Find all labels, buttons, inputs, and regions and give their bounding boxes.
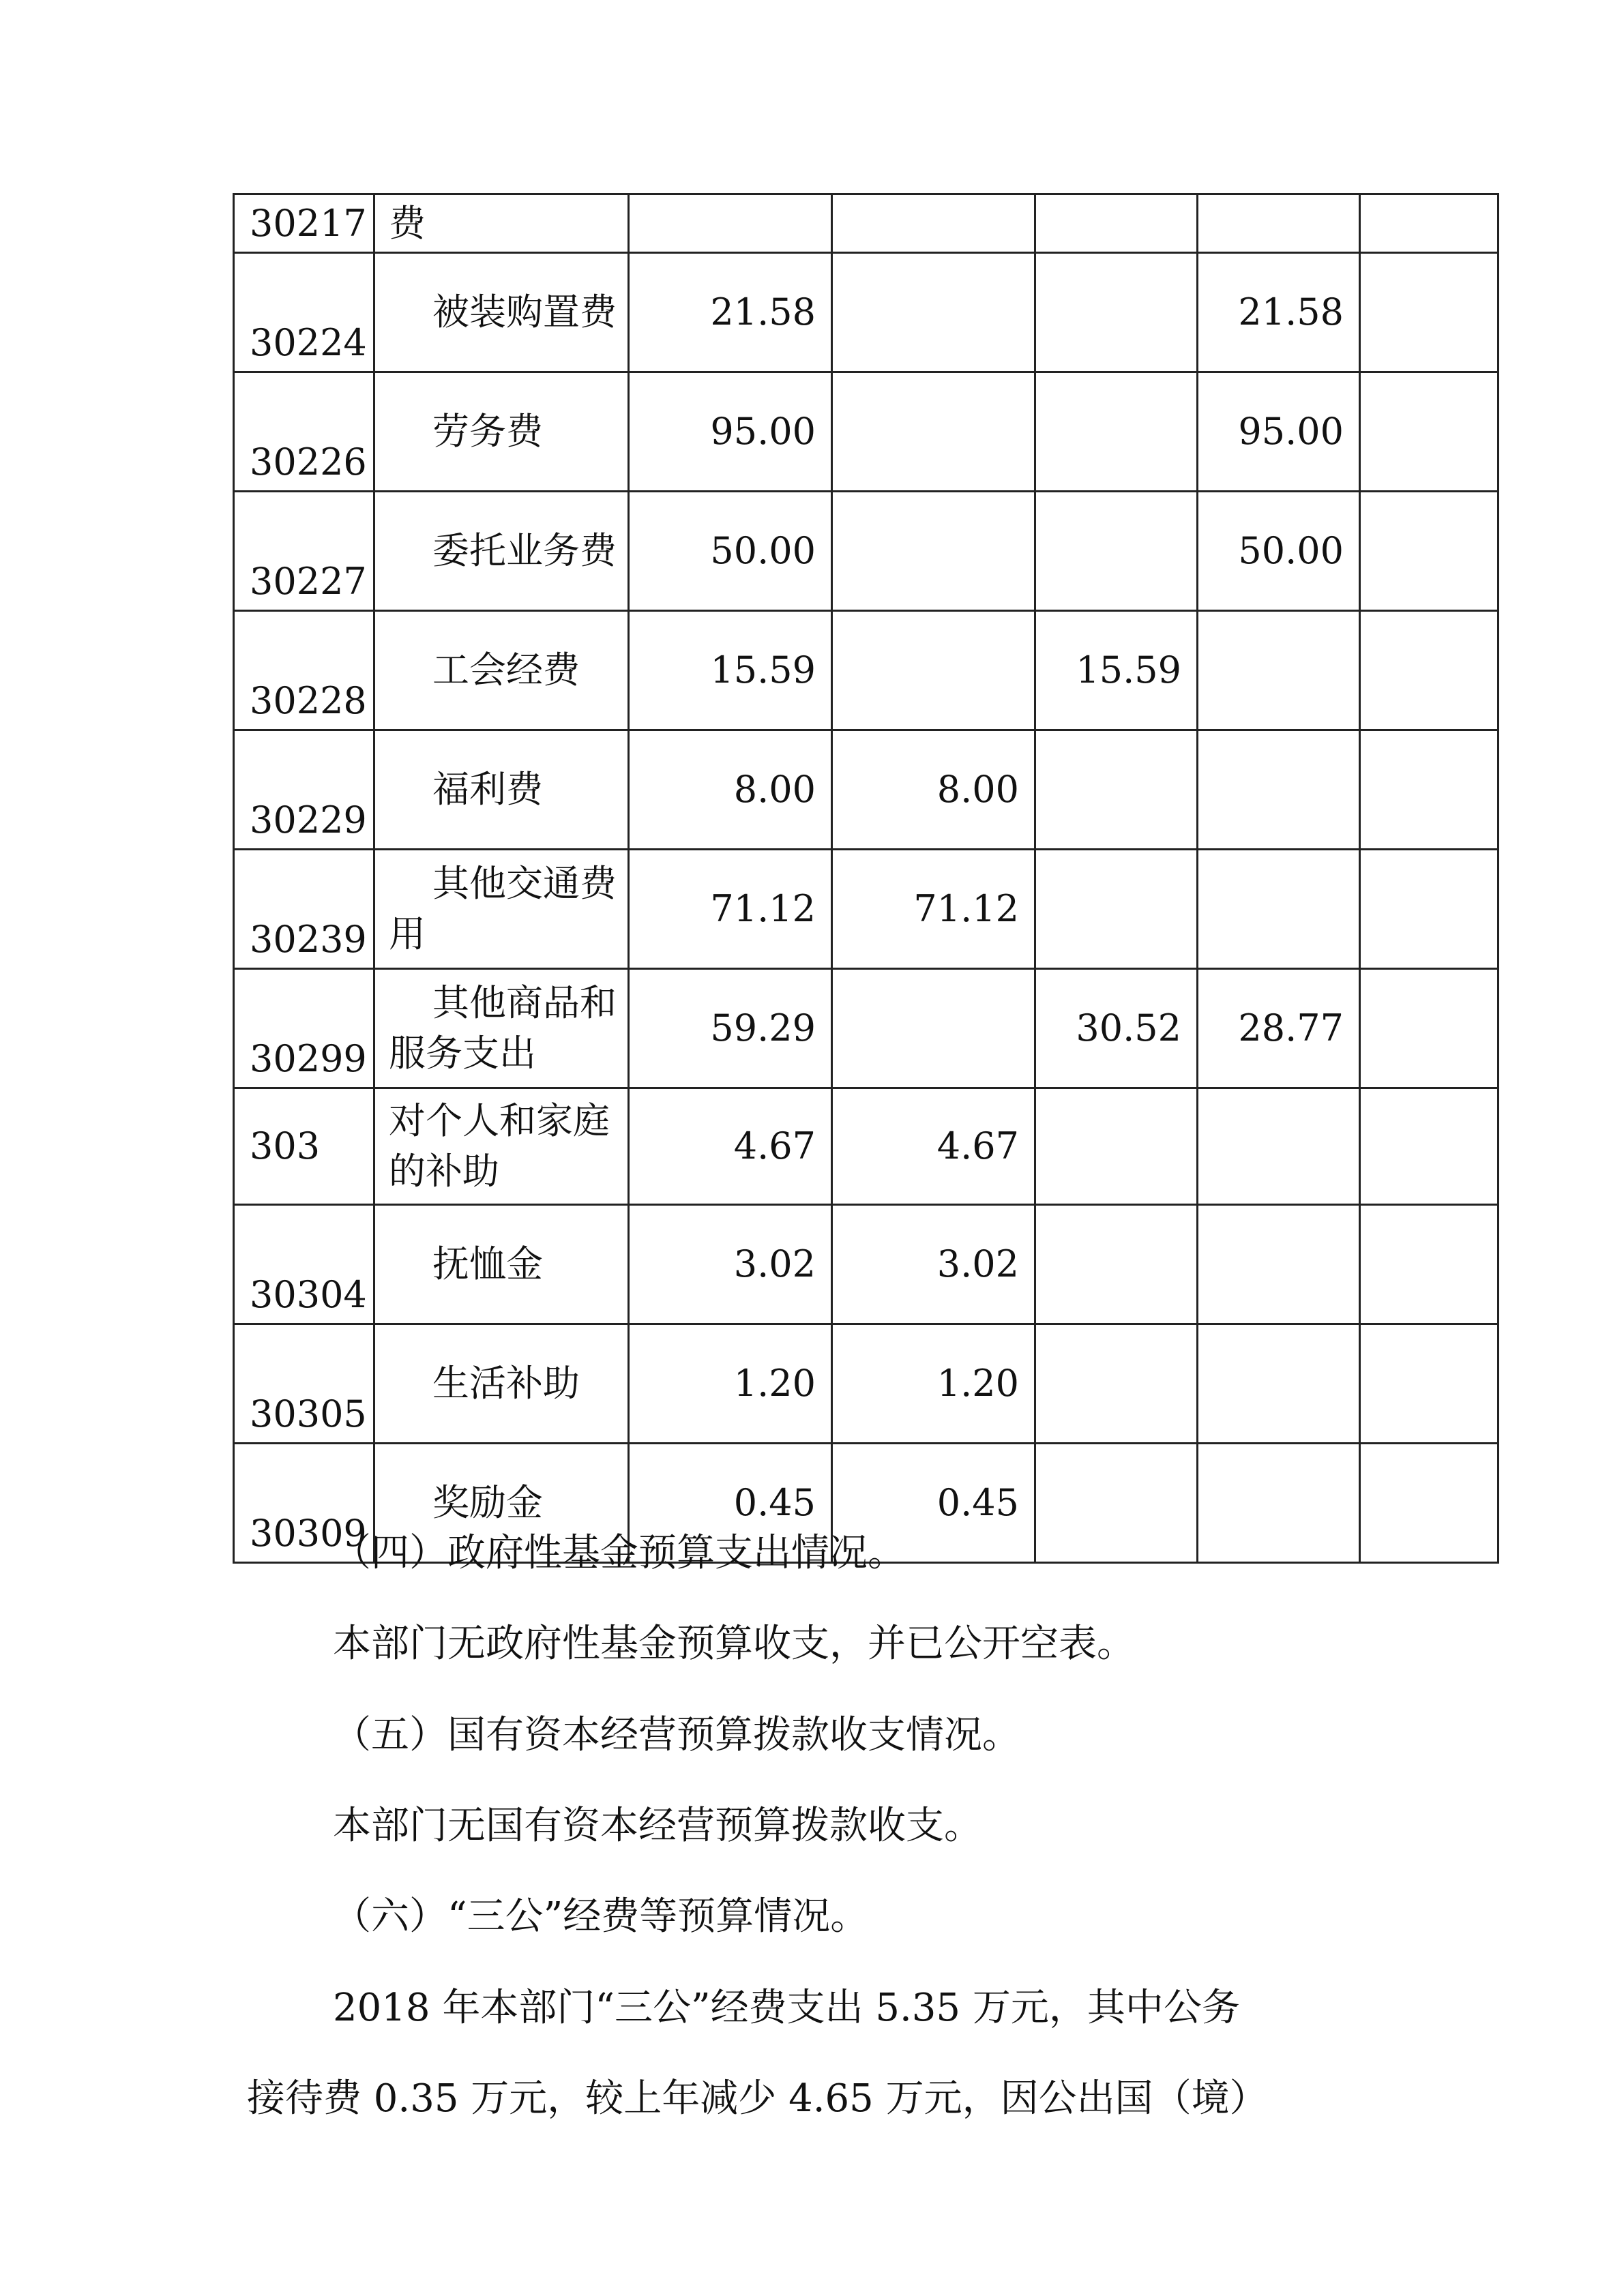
row-col5	[1360, 969, 1498, 1088]
section-heading-government-fund: （四）政府性基金预算支出情况。	[333, 1531, 906, 1575]
row-name: 其他交通费用	[374, 850, 629, 969]
row-col4	[1198, 850, 1360, 969]
row-code: 30226	[234, 372, 374, 492]
row-basic: 71.12	[832, 850, 1035, 969]
row-col4	[1198, 194, 1360, 253]
row-col4	[1198, 1324, 1360, 1444]
row-col3	[1035, 253, 1198, 372]
row-col3	[1035, 1444, 1198, 1563]
row-name: 工会经费	[374, 611, 629, 730]
row-col5	[1360, 1088, 1498, 1205]
row-code: 30299	[234, 969, 374, 1088]
paragraph-three-public-line1: 2018 年本部门“三公”经费支出 5.35 万元，其中公务	[333, 1986, 1240, 2030]
row-col5	[1360, 253, 1498, 372]
row-col3: 15.59	[1035, 611, 1198, 730]
row-col3	[1035, 850, 1198, 969]
row-name: 福利费	[374, 730, 629, 850]
row-col5	[1360, 730, 1498, 850]
row-code: 30309	[234, 1444, 374, 1563]
row-col4: 95.00	[1198, 372, 1360, 492]
row-basic	[832, 969, 1035, 1088]
row-name: 其他商品和服务支出	[374, 969, 629, 1088]
row-col3	[1035, 194, 1198, 253]
row-name: 生活补助	[374, 1324, 629, 1444]
paragraph-no-state-capital: 本部门无国有资本经营预算拨款收支。	[333, 1804, 982, 1848]
row-total: 0.45	[629, 1444, 832, 1563]
row-total: 8.00	[629, 730, 832, 850]
table-row	[234, 611, 1498, 730]
row-col4	[1198, 611, 1360, 730]
table-row	[234, 1324, 1498, 1444]
table-row	[234, 1088, 1498, 1205]
row-col4: 21.58	[1198, 253, 1360, 372]
row-basic: 0.45	[832, 1444, 1035, 1563]
row-col5	[1360, 1205, 1498, 1324]
table-row	[234, 194, 1498, 253]
row-total: 4.67	[629, 1088, 832, 1205]
table-row	[234, 253, 1498, 372]
table-row	[234, 850, 1498, 969]
row-total: 21.58	[629, 253, 832, 372]
table-row	[234, 1205, 1498, 1324]
row-name: 抚恤金	[374, 1205, 629, 1324]
row-col4	[1198, 730, 1360, 850]
row-col4: 28.77	[1198, 969, 1360, 1088]
row-basic	[832, 253, 1035, 372]
row-col4	[1198, 1205, 1360, 1324]
row-col5	[1360, 372, 1498, 492]
row-col5	[1360, 194, 1498, 253]
row-basic	[832, 372, 1035, 492]
row-col3: 30.52	[1035, 969, 1198, 1088]
row-total: 50.00	[629, 492, 832, 611]
row-basic: 4.67	[832, 1088, 1035, 1205]
row-col3	[1035, 1205, 1198, 1324]
table-row	[234, 492, 1498, 611]
row-code: 30304	[234, 1205, 374, 1324]
budget-expenditure-table	[233, 193, 1499, 1564]
row-code: 30239	[234, 850, 374, 969]
row-total: 71.12	[629, 850, 832, 969]
row-total	[629, 194, 832, 253]
row-code: 303	[234, 1088, 374, 1205]
row-total: 59.29	[629, 969, 832, 1088]
row-basic: 1.20	[832, 1324, 1035, 1444]
row-basic	[832, 492, 1035, 611]
row-col4	[1198, 1088, 1360, 1205]
section-heading-three-public: （六）“三公”经费等预算情况。	[333, 1894, 869, 1939]
row-total: 95.00	[629, 372, 832, 492]
row-total: 3.02	[629, 1205, 832, 1324]
row-col3	[1035, 730, 1198, 850]
row-basic: 3.02	[832, 1205, 1035, 1324]
row-code: 30229	[234, 730, 374, 850]
row-col5	[1360, 492, 1498, 611]
table-row	[234, 969, 1498, 1088]
row-code: 30227	[234, 492, 374, 611]
row-name: 奖励金	[374, 1444, 629, 1563]
row-total: 15.59	[629, 611, 832, 730]
row-total: 1.20	[629, 1324, 832, 1444]
row-name: 委托业务费	[374, 492, 629, 611]
row-col5	[1360, 1444, 1498, 1563]
row-code: 30224	[234, 253, 374, 372]
row-col4	[1198, 1444, 1360, 1563]
row-col3	[1035, 1324, 1198, 1444]
table-row	[234, 730, 1498, 850]
row-col5	[1360, 1324, 1498, 1444]
row-basic	[832, 194, 1035, 253]
row-col3	[1035, 1088, 1198, 1205]
row-col3	[1035, 372, 1198, 492]
paragraph-no-government-fund: 本部门无政府性基金预算收支，并已公开空表。	[333, 1622, 1135, 1666]
row-col3	[1035, 492, 1198, 611]
row-name: 对个人和家庭的补助	[374, 1088, 629, 1205]
row-code: 30305	[234, 1324, 374, 1444]
row-name: 劳务费	[374, 372, 629, 492]
row-name: 被装购置费	[374, 253, 629, 372]
paragraph-three-public-line2: 接待费 0.35 万元，较上年减少 4.65 万元，因公出国（境）	[247, 2076, 1268, 2121]
row-code: 30228	[234, 611, 374, 730]
row-code: 30217	[234, 194, 374, 253]
row-col5	[1360, 850, 1498, 969]
table-row	[234, 372, 1498, 492]
section-heading-state-capital: （五）国有资本经营预算拨款收支情况。	[333, 1713, 1020, 1757]
row-name: 费	[374, 194, 629, 253]
row-col4: 50.00	[1198, 492, 1360, 611]
row-basic: 8.00	[832, 730, 1035, 850]
row-basic	[832, 611, 1035, 730]
row-col5	[1360, 611, 1498, 730]
